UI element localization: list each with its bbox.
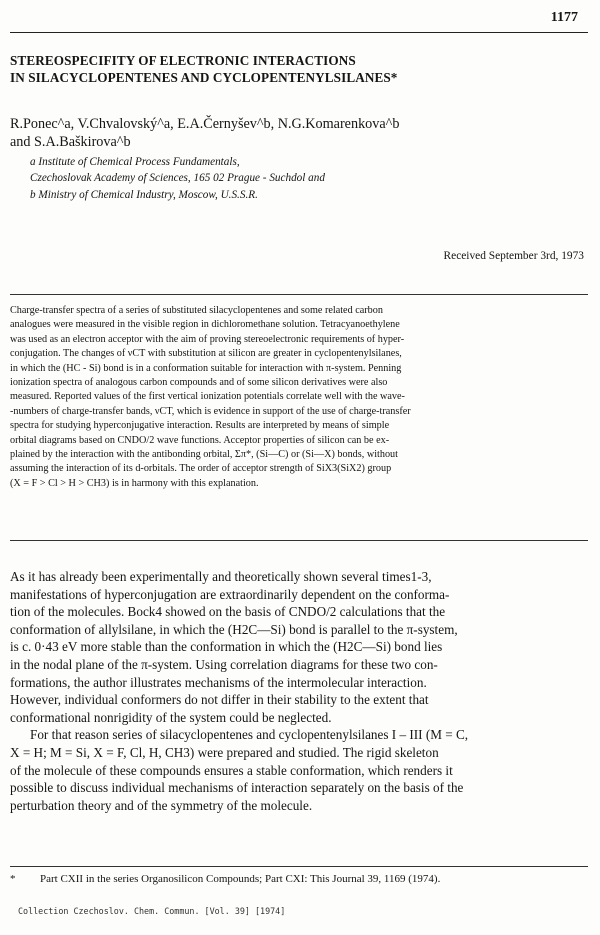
abstract-line: ionization spectra of analogous carbon compounds and of some silicon derivatives were also xyxy=(10,377,388,389)
received-date: Received September 3rd, 1973 xyxy=(443,250,584,262)
footnote-rule xyxy=(10,866,588,867)
abstract-line: plained by the interaction with the antibonding orbital, Σπ*, (Si—C) or (Si—X) bonds, without xyxy=(10,449,398,461)
abstract-line: -numbers of charge-transfer bands, νCT, which is evidence in support of the use of charge-transfer xyxy=(10,405,411,417)
body-line: However, individual conformers do not differ in their stability to the extent that xyxy=(10,692,429,708)
abstract-rule-top xyxy=(10,294,588,295)
author-line: R.Ponec^a, V.Chvalovský^a, E.A.Černyšev^b, N.G.Komarenkova^b xyxy=(10,116,400,132)
footnote xyxy=(10,873,590,885)
affiliations xyxy=(30,154,570,203)
body-line: possible to discuss individual mechanisms of interaction separately on the basis of the xyxy=(10,780,464,796)
abstract-line: assuming the interaction of its d-orbitals. The order of acceptor strength of SiX3(SiX2) group xyxy=(10,463,392,475)
abstract-line: (X = F > Cl > H > CH3) is in harmony with this explanation. xyxy=(10,477,259,489)
body-line: of the molecule of these compounds ensures a stable conformation, which renders it xyxy=(10,762,453,778)
article-title xyxy=(10,52,570,86)
footnote-text: Part CXII in the series Organosilicon Compounds; Part CXI: This Journal 39, 1169 (1974). xyxy=(40,873,441,885)
author-line: and S.A.Baškirova^b xyxy=(10,134,131,150)
title-line: IN SILACYCLOPENTENES AND CYCLOPENTENYLSILANES* xyxy=(10,70,398,85)
body-line: conformational nonrigidity of the system could be neglected. xyxy=(10,709,332,725)
abstract-line: was used as an electron acceptor with the aim of proving stereoelectronic requirements of hyper- xyxy=(10,333,405,345)
journal-citation: Collection Czechoslov. Chem. Commun. [Vol. 39] [1974] xyxy=(18,906,286,916)
title-line: STEREOSPECIFITY OF ELECTRONIC INTERACTIONS xyxy=(10,53,356,68)
body-line: conformation of allylsilane, in which the (H2C—Si) bond is parallel to the π-system, xyxy=(10,621,458,637)
body-line: manifestations of hyperconjugation are extraordinarily dependent on the conforma- xyxy=(10,586,450,602)
body-line: X = H; M = Si, X = F, Cl, H, CH3) were prepared and studied. The rigid skeleton xyxy=(10,744,439,760)
affiliation-line: a Institute of Chemical Process Fundamentals, xyxy=(30,156,240,168)
abstract-line: analogues were measured in the visible region in dichloromethane solution. Tetracyanoethylene xyxy=(10,319,400,331)
abstract-line: Charge-transfer spectra of a series of substituted silacyclopentenes and some related carbon xyxy=(10,305,383,316)
abstract-line: conjugation. The changes of νCT with substitution at silicon are greater in cyclopentenylsilanes, xyxy=(10,348,402,360)
body-line: perturbation theory and of the symmetry of the molecule. xyxy=(10,797,313,813)
abstract xyxy=(10,304,585,491)
header-rule xyxy=(10,32,588,33)
abstract-line: spectra for studying hyperconjugative interaction. Results are interpreted by means of simple xyxy=(10,420,390,432)
body-line: is c. 0·43 eV more stable than the conformation in which the (H2C—Si) bond lies xyxy=(10,639,443,655)
body-line: For that reason series of silacyclopentenes and cyclopentenylsilanes I – III (M = C, xyxy=(30,727,469,743)
abstract-line: orbital diagrams based on CNDO/2 wave functions. Acceptor properties of silicon can be ex- xyxy=(10,434,390,446)
author-list xyxy=(10,115,580,151)
body-line: tion of the molecules. Bock4 showed on the basis of CNDO/2 calculations that the xyxy=(10,604,446,620)
body-text xyxy=(10,568,590,814)
abstract-rule-bottom xyxy=(10,540,588,541)
affiliation-line: b Ministry of Chemical Industry, Moscow, U.S.S.R. xyxy=(30,188,258,201)
affiliation-line: Czechoslovak Academy of Sciences, 165 02 Prague - Suchdol and xyxy=(30,172,325,185)
page-number: 1177 xyxy=(550,10,578,25)
body-line: As it has already been experimentally and theoretically shown several times1-3, xyxy=(10,569,432,584)
abstract-line: measured. Reported values of the first vertical ionization potentials correlate well with the wave- xyxy=(10,391,405,403)
footnote-mark: * xyxy=(10,873,16,885)
body-line: in the nodal plane of the π-system. Using correlation diagrams for these two con- xyxy=(10,656,438,672)
body-line: formations, the author illustrates mechanisms of the intermolecular interaction. xyxy=(10,674,427,690)
abstract-line: in which the (HC - Si) bond is in a conformation suitable for interaction with π-system. Penning xyxy=(10,362,402,374)
